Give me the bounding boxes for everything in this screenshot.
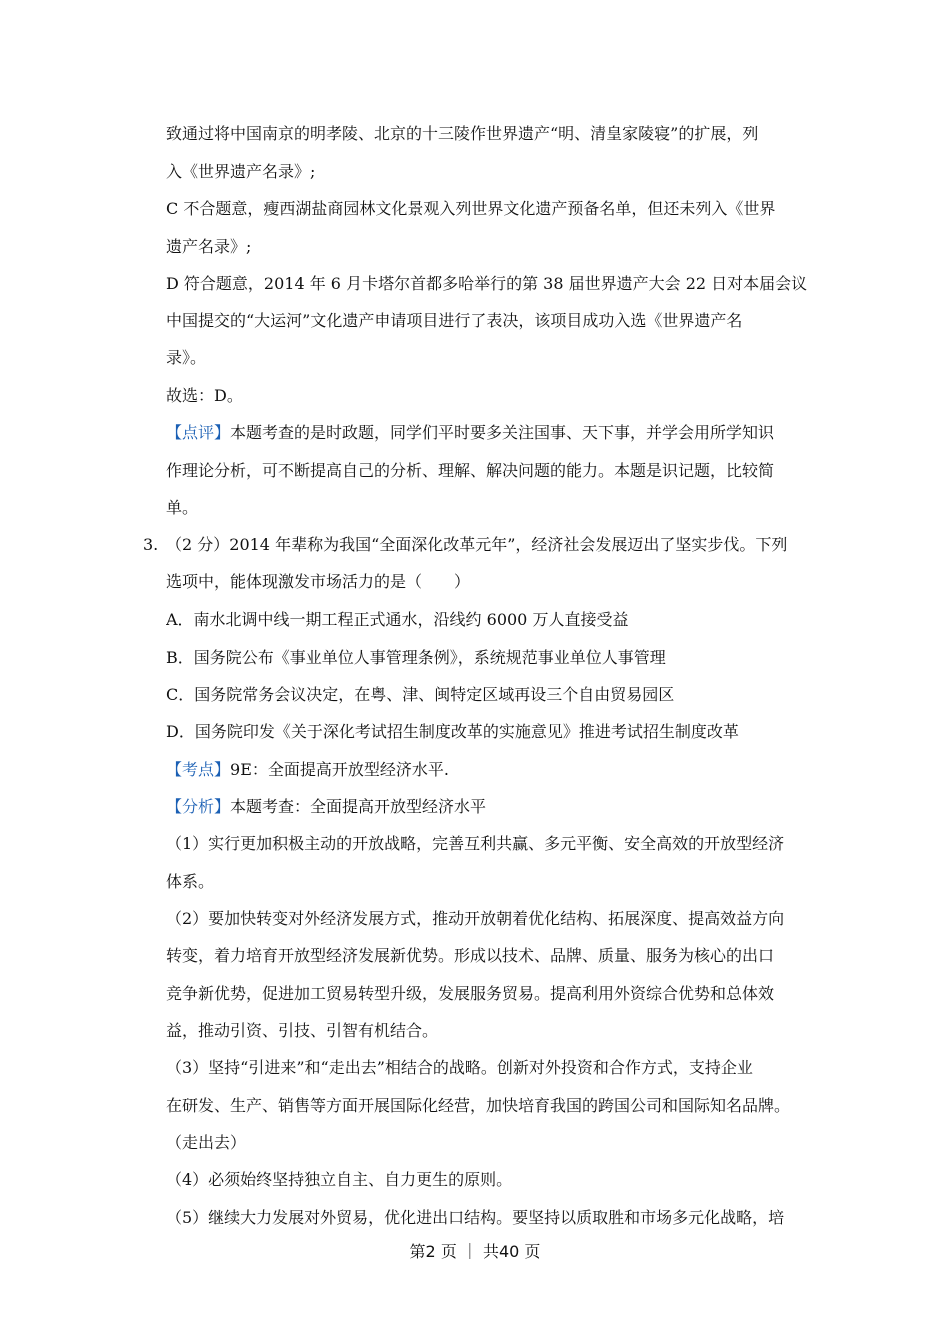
comment-text-1: 本题考查的是时政题，同学们平时要多关注国事、天下事，并学会用所学知识 <box>230 423 775 442</box>
d-line-2: 中国提交的“大运河”文化遗产申请项目进行了表决，该项目成功入选《世界遗产名 <box>166 311 743 330</box>
analysis-text: 本题考查：全面提高开放型经济水平 <box>230 797 487 816</box>
p2-line-2: 转变，着力培育开放型经济发展新优势。形成以技术、品牌、质量、服务为核心的出口 <box>166 946 775 965</box>
q3-option-b: B．国务院公布《事业单位人事管理条例》，系统规范事业单位人事管理 <box>166 648 666 667</box>
c-line-2: 遗产名录》; <box>166 237 252 256</box>
b-line-1: 致通过将中国南京的明孝陵、北京的十三陵作世界遗产“明、清皇家陵寝”的扩展，列 <box>166 124 759 143</box>
p1-line-2: 体系。 <box>166 872 215 891</box>
q3-stem-line-2: 选项中，能体现激发市场活力的是（ ） <box>166 572 471 591</box>
comment-tag: 【点评】 <box>166 423 231 442</box>
knowledge-point-tag: 【考点】 <box>166 760 231 779</box>
comment-line-2: 作理论分析，可不断提高自己的分析、理解、解决问题的能力。本题是识记题，比较简 <box>166 461 775 480</box>
p3-line-1: （3）坚持“引进来”和“走出去”相结合的战略。创新对外投资和合作方式，支持企业 <box>166 1058 753 1077</box>
page-footer: 第2 页 ｜ 共40 页 <box>409 1242 541 1261</box>
knowledge-point-line <box>166 760 816 780</box>
question-number: 3. <box>143 535 159 554</box>
p3-line-3: （走出去） <box>166 1133 247 1152</box>
p1-line-1: （1）实行更加积极主动的开放战略，完善互利共赢、多元平衡、安全高效的开放型经济 <box>166 834 785 853</box>
p2-line-1: （2）要加快转变对外经济发展方式，推动开放朝着优化结构、拓展深度、提高效益方向 <box>166 909 785 928</box>
p5-line-1: （5）继续大力发展对外贸易，优化进出口结构。要坚持以质取胜和市场多元化战略，培 <box>166 1208 785 1227</box>
q3-stem-line-1: （2 分）2014 年辈称为我国“全面深化改革元年”，经济社会发展迈出了坚实步伐。下列 <box>166 535 788 554</box>
d-line-1: D 符合题意，2014 年 6 月卡塔尔首都多哈举行的第 38 届世界遗产大会 22 日对本届会议 <box>166 274 808 293</box>
q3-option-c: C．国务院常务会议决定，在粤、津、闽特定区域再设三个自由贸易园区 <box>166 685 675 704</box>
p3-line-2: 在研发、生产、销售等方面开展国际化经营，加快培育我国的跨国公司和国际知名品牌。 <box>166 1096 791 1115</box>
comment-line-3: 单。 <box>166 498 199 517</box>
analysis-line <box>166 797 816 817</box>
knowledge-point-text: 9E：全面提高开放型经济水平. <box>230 760 449 779</box>
b-line-2: 入《世界遗产名录》; <box>166 162 316 181</box>
q3-option-a: A．南水北调中线一期工程正式通水，沿线约 6000 万人直接受益 <box>166 610 629 629</box>
p2-line-3: 竞争新优势，促进加工贸易转型升级，发展服务贸易。提高利用外资综合优势和总体效 <box>166 984 775 1003</box>
p4-line-1: （4）必须始终坚持独立自主、自力更生的原则。 <box>166 1170 513 1189</box>
answer-line: 故选：D。 <box>166 386 243 405</box>
p2-line-4: 益，推动引资、引技、引智有机结合。 <box>166 1021 439 1040</box>
q3-option-d: D．国务院印发《关于深化考试招生制度改革的实施意见》推进考试招生制度改革 <box>166 722 739 741</box>
c-line-1: C 不合题意，瘦西湖盐商园林文化景观入列世界文化遗产预备名单，但还未列入《世界 <box>166 199 776 218</box>
d-line-3: 录》。 <box>166 348 207 367</box>
comment-line-1 <box>166 423 816 443</box>
analysis-tag: 【分析】 <box>166 797 231 816</box>
